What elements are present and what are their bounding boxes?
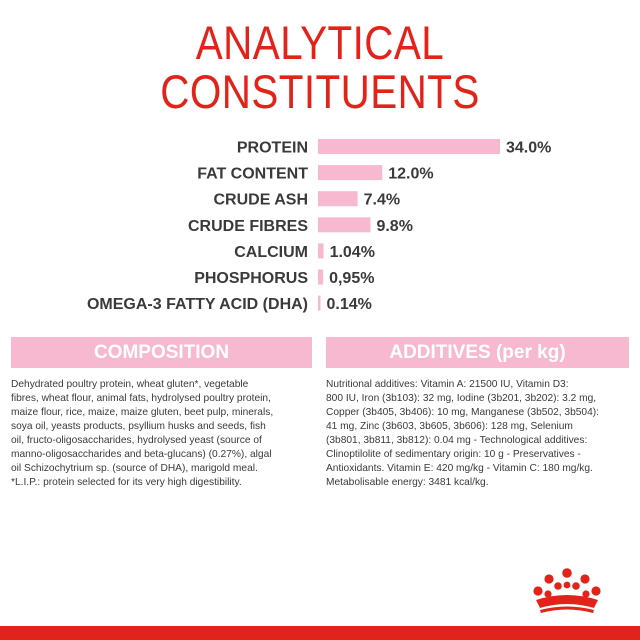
composition-text: Dehydrated poultry protein, wheat gluten*, vegetable fibres, wheat flour, animal fats, hydrolysed poultry protein, maize flour, rice, maize, maize gluten, beet pulp, minerals, soya oil, yeasts products, psyllium husks and seeds, fish oil, fructo-oligosaccharides, hydrolysed yeast (source of manno-oligosaccharides and beta-glucans) (0.27%), algal oil Schizochytrium sp. (source of DHA), marigold meal. *L.I.P.: protein selected for its very high digestibility. [11, 379, 274, 488]
bar [318, 243, 324, 258]
value-label: 7.4% [363, 191, 401, 209]
composition-header: COMPOSITION [11, 337, 312, 368]
value-label: 0,95% [329, 270, 375, 287]
value-label: 34.0% [506, 139, 552, 157]
value-label: 1.04% [329, 243, 375, 261]
bar [318, 165, 382, 180]
value-label: 12.0% [388, 165, 434, 183]
category-label: PROTEIN [236, 139, 308, 157]
title-line-2: CONSTITUENTS [160, 65, 480, 118]
category-label: CRUDE ASH [213, 191, 308, 209]
category-label: OMEGA-3 FATTY ACID (DHA) [86, 296, 308, 314]
royal-canin-crown-icon [528, 566, 606, 614]
bar [318, 139, 500, 154]
value-label: 0.14% [326, 296, 372, 314]
additives-text: Nutritional additives: Vitamin A: 21500 IU, Vitamin D3: 800 IU, Iron (3b103): 32 mg, Iodine (3b201, 3b202): 3.2 mg, Copper (3b405, 3b406): 10 mg, Manganese (3b502, 3b504): 41 mg, Zinc (3b603, 3b605, 3b606): 128 mg, Selenium (3b801, 3b811, 3b812): 0.04 mg - Technological additives: Clinoptilolite of sedimentary origin: 10 g - Preservatives - Antioxidants. Vitamin E: 420 mg/kg - Vitamin C: 180 mg/kg. Metabolisable energy: 3481 kcal/kg. [326, 379, 599, 488]
title-line-1: ANALYTICAL [195, 16, 445, 69]
category-label: PHOSPHORUS [194, 270, 308, 287]
bottom-brand-bar [0, 626, 640, 640]
category-label: CRUDE FIBRES [187, 217, 308, 235]
bar [318, 217, 370, 232]
bar [318, 296, 321, 311]
value-label: 9.8% [376, 217, 413, 235]
category-label: FAT CONTENT [197, 165, 308, 183]
bar [318, 270, 323, 285]
analytical-constituents-chart [0, 130, 640, 325]
bar [318, 191, 358, 206]
category-label: CALCIUM [234, 243, 308, 261]
additives-header: ADDITIVES (per kg) [326, 337, 629, 368]
